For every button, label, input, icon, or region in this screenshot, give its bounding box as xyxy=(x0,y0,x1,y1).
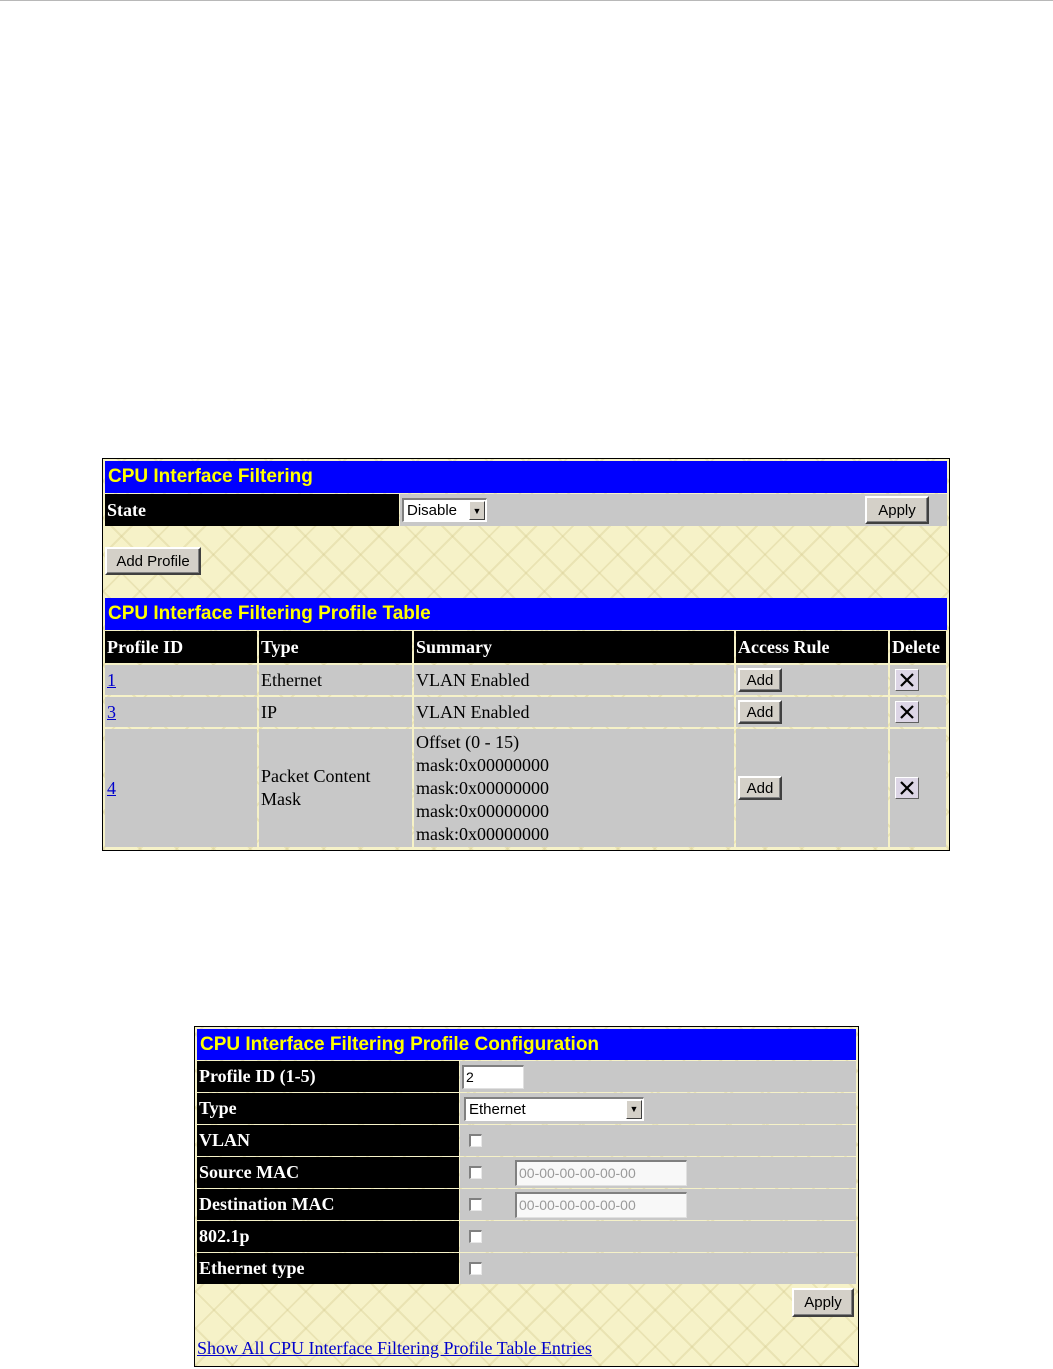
destination-mac-input[interactable]: 00-00-00-00-00-00 xyxy=(515,1192,687,1218)
profile-id-label: Profile ID (1-5) xyxy=(197,1061,459,1092)
access-rule-cell xyxy=(736,697,888,727)
source-mac-row xyxy=(197,1157,856,1188)
summary-line: mask:0x00000000 xyxy=(416,754,549,775)
access-rule-cell xyxy=(736,665,888,695)
header-summary: Summary xyxy=(414,631,734,663)
profile-table-header xyxy=(105,631,947,663)
profile-id-cell xyxy=(105,697,257,727)
table-row xyxy=(105,729,947,847)
state-row xyxy=(105,494,947,526)
add-profile-area xyxy=(105,526,947,598)
source-mac-checkbox[interactable] xyxy=(469,1166,482,1179)
destination-mac-label: Destination MAC xyxy=(197,1189,459,1220)
summary-line: Offset (0 - 15) xyxy=(416,731,520,752)
add-rule-button[interactable]: Add xyxy=(738,668,782,692)
table-row xyxy=(105,697,947,727)
summary-line: mask:0x00000000 xyxy=(416,777,549,798)
header-access-rule: Access Rule xyxy=(736,631,888,663)
add-profile-button[interactable]: Add Profile xyxy=(105,547,201,575)
state-apply-button[interactable]: Apply xyxy=(865,496,929,524)
summary-cell xyxy=(414,729,734,847)
vlan-checkbox[interactable] xyxy=(469,1134,482,1147)
summary-line: mask:0x00000000 xyxy=(416,800,549,821)
close-icon[interactable] xyxy=(895,701,919,723)
ethernet-type-checkbox[interactable] xyxy=(469,1262,482,1275)
dot1p-checkbox[interactable] xyxy=(469,1230,482,1243)
profile-id-cell xyxy=(105,729,257,847)
chevron-down-icon: ▼ xyxy=(469,501,485,520)
type-select-value: Ethernet xyxy=(469,1100,526,1118)
profile-id-row xyxy=(197,1061,856,1092)
profile-id-value-cell xyxy=(460,1061,856,1092)
config-apply-button[interactable]: Apply xyxy=(792,1288,854,1317)
source-mac-value-cell xyxy=(460,1157,856,1188)
delete-cell xyxy=(890,697,946,727)
dot1p-value-cell xyxy=(460,1221,856,1252)
dot1p-label: 802.1p xyxy=(197,1221,459,1252)
profile-id-link[interactable]: 4 xyxy=(107,777,116,798)
vlan-value-cell xyxy=(460,1125,856,1156)
show-all-entries-link[interactable]: Show All CPU Interface Filtering Profile Table Entries xyxy=(197,1338,592,1358)
ethernet-type-value-cell xyxy=(460,1253,856,1284)
state-label: State xyxy=(105,494,399,526)
config-footer xyxy=(197,1284,856,1364)
header-profile-id: Profile ID xyxy=(105,631,257,663)
add-rule-button[interactable]: Add xyxy=(738,776,782,800)
filtering-title: CPU Interface Filtering xyxy=(105,461,947,493)
cpu-filtering-panel xyxy=(102,458,950,851)
source-mac-input[interactable]: 00-00-00-00-00-00 xyxy=(515,1160,687,1186)
vlan-row xyxy=(197,1125,856,1156)
top-rule xyxy=(0,0,1053,1)
vlan-label: VLAN xyxy=(197,1125,459,1156)
dot1p-row xyxy=(197,1221,856,1252)
delete-cell xyxy=(890,729,946,847)
state-select[interactable] xyxy=(402,498,487,522)
profile-id-link[interactable]: 3 xyxy=(107,701,116,722)
chevron-down-icon: ▼ xyxy=(626,1100,642,1119)
type-row xyxy=(197,1093,856,1124)
type-select[interactable] xyxy=(464,1097,644,1121)
type-value-cell xyxy=(460,1093,856,1124)
profile-id-input[interactable]: 2 xyxy=(462,1065,524,1089)
profile-id-link[interactable]: 1 xyxy=(107,669,116,690)
ethernet-type-row xyxy=(197,1253,856,1284)
state-select-value: Disable xyxy=(407,502,458,519)
state-value-cell xyxy=(400,494,947,526)
destination-mac-checkbox[interactable] xyxy=(469,1198,482,1211)
type-label: Type xyxy=(197,1093,459,1124)
destination-mac-value-cell xyxy=(460,1189,856,1220)
table-row xyxy=(105,665,947,695)
summary-cell: VLAN Enabled xyxy=(414,697,734,727)
add-rule-button[interactable]: Add xyxy=(738,700,782,724)
profile-config-panel xyxy=(194,1026,859,1367)
profile-table-title: CPU Interface Filtering Profile Table xyxy=(105,598,947,630)
type-cell: IP xyxy=(259,697,412,727)
close-icon[interactable] xyxy=(895,777,919,799)
summary-cell: VLAN Enabled xyxy=(414,665,734,695)
close-icon[interactable] xyxy=(895,669,919,691)
header-delete: Delete xyxy=(890,631,946,663)
summary-line: mask:0x00000000 xyxy=(416,823,549,844)
header-type: Type xyxy=(259,631,412,663)
delete-cell xyxy=(890,665,946,695)
profile-id-cell xyxy=(105,665,257,695)
type-cell xyxy=(259,729,412,847)
ethernet-type-label: Ethernet type xyxy=(197,1253,459,1284)
destination-mac-row xyxy=(197,1189,856,1220)
profile-config-title: CPU Interface Filtering Profile Configuration xyxy=(197,1029,856,1060)
access-rule-cell xyxy=(736,729,888,847)
source-mac-label: Source MAC xyxy=(197,1157,459,1188)
type-text: Packet Content Mask xyxy=(261,766,371,809)
type-cell: Ethernet xyxy=(259,665,412,695)
